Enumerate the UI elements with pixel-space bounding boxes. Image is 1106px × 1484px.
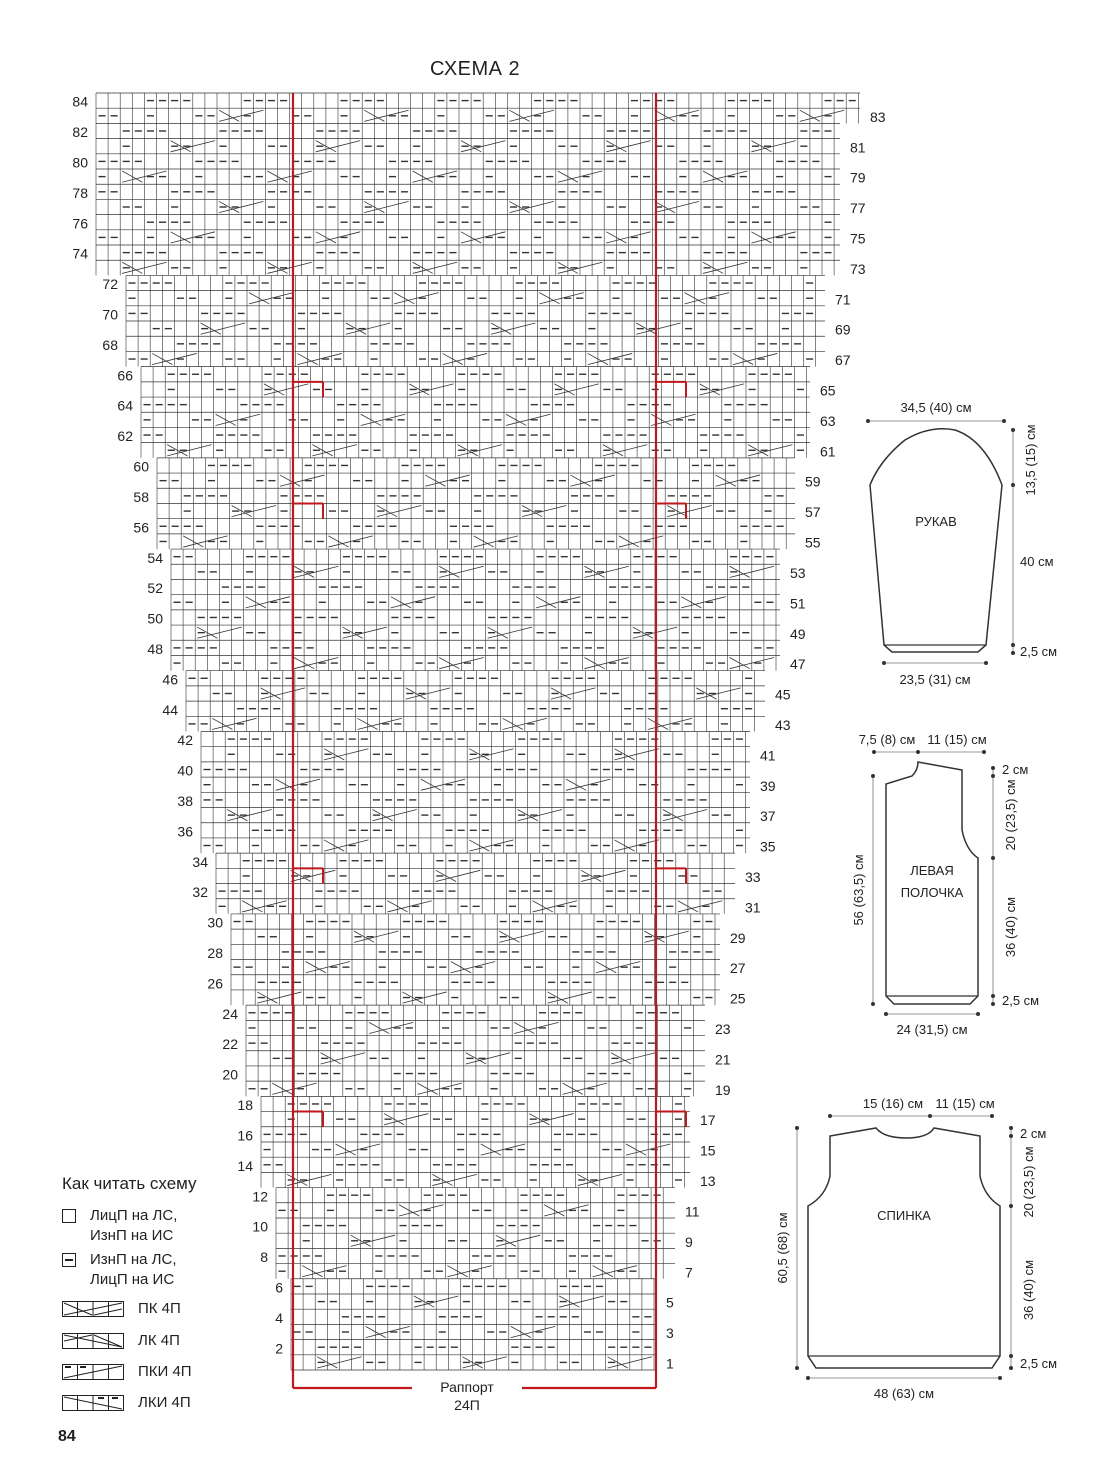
chart-title: СХЕМА 2 <box>430 58 521 80</box>
